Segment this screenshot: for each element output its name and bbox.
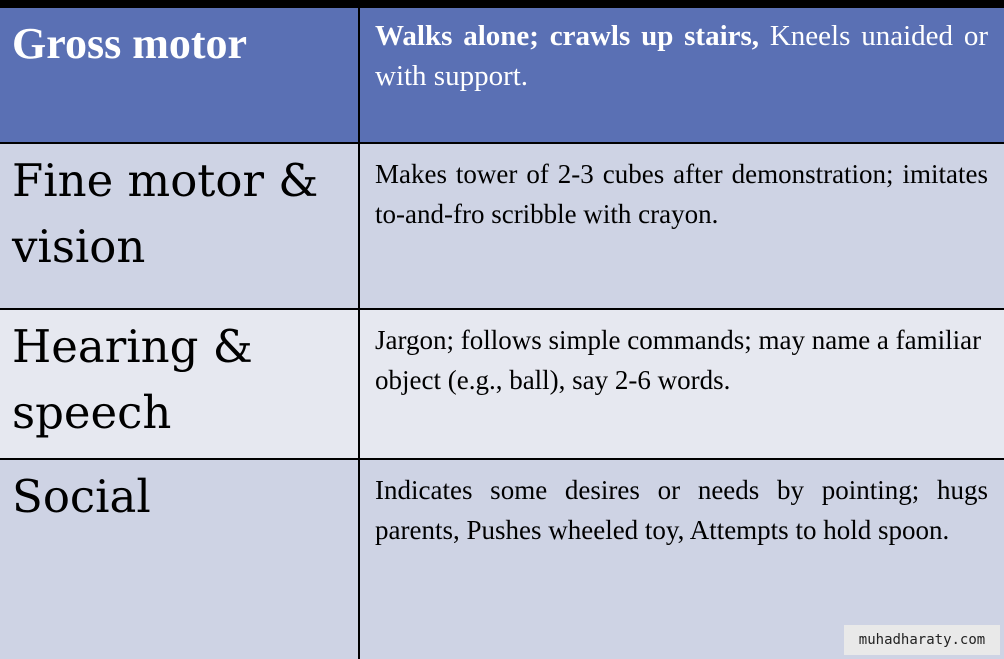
row-description: Indicates some desires or needs by pointing; hugs parents, Pushes wheeled toy, Attempts to hold spoon.	[375, 475, 988, 545]
table-row-fine-motor	[0, 144, 1004, 308]
row-label-cell	[0, 460, 358, 659]
milestones-table	[0, 8, 1004, 659]
row-description-cell	[360, 8, 1004, 142]
row-description-bold: Walks alone; crawls up stairs,	[375, 20, 760, 52]
row-label-cell	[0, 144, 358, 308]
row-label-cell	[0, 8, 358, 142]
row-label-cell	[0, 310, 358, 458]
row-description: Makes tower of 2-3 cubes after demonstration; imitates to-and-fro scribble with crayon.	[375, 159, 988, 229]
row-description-rest: Kneels unaided or with support.	[375, 20, 988, 92]
table-row-hearing-speech	[0, 310, 1004, 458]
table-row-gross-motor	[0, 8, 1004, 142]
row-label: Gross motor	[12, 19, 248, 68]
row-label: Social	[12, 470, 151, 523]
row-description: Jargon; follows simple commands; may name a familiar object (e.g., ball), say 2-6 words.	[375, 325, 982, 395]
row-description-cell	[360, 310, 1004, 458]
row-description-cell	[360, 144, 1004, 308]
row-label: Hearing & speech	[12, 320, 253, 439]
row-description	[375, 16, 988, 96]
watermark: muhadharaty.com	[844, 625, 1000, 655]
row-label: Fine motor & vision	[12, 154, 319, 273]
